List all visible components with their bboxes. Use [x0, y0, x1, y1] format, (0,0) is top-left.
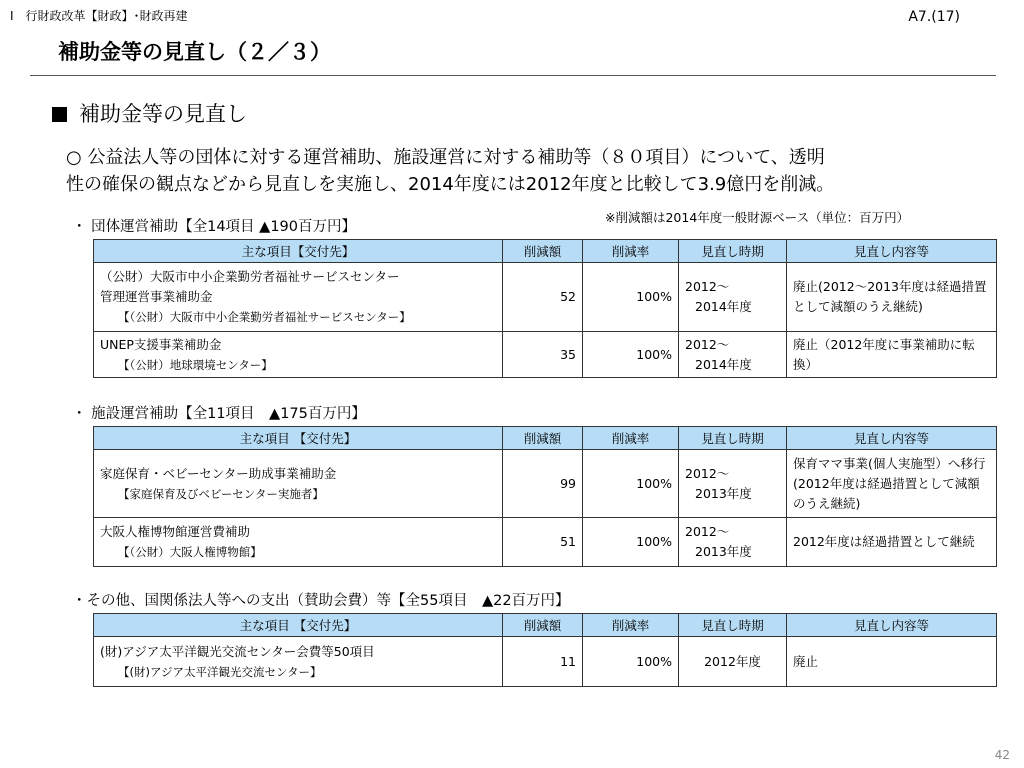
col-amount: 削減額 — [503, 427, 583, 450]
section-title-other-expenses: ・その他、国関係法人等への支出（賛助会費）等【全55項目 ▲22百万円】 — [72, 593, 570, 609]
period-cell — [679, 450, 787, 518]
col-item: 主な項目【交付先】 — [94, 240, 503, 263]
amount-cell: 52 — [503, 263, 583, 332]
section-heading — [52, 98, 247, 128]
table-row — [94, 263, 997, 332]
item-name: (財)アジア太平洋観光交流センター会費等50項目 — [100, 643, 375, 659]
amount-cell: 51 — [503, 518, 583, 567]
unit-note: ※削減額は2014年度一般財源ベース（単位：百万円） — [605, 210, 910, 225]
recipient: 【家庭保育及びベビーセンター実施者】 — [118, 486, 324, 501]
rate-cell: 100% — [583, 263, 679, 332]
square-bullet-icon — [52, 107, 67, 122]
page-title: 補助金等の見直し（２／３） — [58, 40, 331, 64]
table-header-row — [94, 240, 997, 263]
item-cell — [94, 637, 503, 687]
amount-cell: 11 — [503, 637, 583, 687]
item-name-cont: 管理運営事業補助金 — [100, 289, 213, 304]
intro-line-2: 性の確保の観点などから見直しを実施し、2014年度には2012年度と比較して3.9億円を削減。 — [66, 174, 835, 195]
period-cell: 2012年度 — [679, 637, 787, 687]
rate-cell: 100% — [583, 450, 679, 518]
col-rate: 削減率 — [583, 427, 679, 450]
item-name: 家庭保育・ベビーセンター助成事業補助金 — [100, 465, 337, 481]
col-rate: 削減率 — [583, 614, 679, 637]
col-amount: 削減額 — [503, 614, 583, 637]
rate-cell: 100% — [583, 518, 679, 567]
col-content: 見直し内容等 — [787, 427, 997, 450]
table-row — [94, 332, 997, 378]
period-start: 2012～ — [685, 336, 730, 352]
table-group-subsidy — [93, 239, 997, 378]
period-end: 2014年度 — [695, 299, 752, 314]
breadcrumb: Ⅰ 行財政改革【財政】･財政再建 — [10, 9, 188, 23]
item-name: 大阪人権博物館運営費補助 — [100, 524, 251, 539]
amount-cell: 35 — [503, 332, 583, 378]
col-content: 見直し内容等 — [787, 240, 997, 263]
period-end: 2013年度 — [695, 544, 752, 559]
table-other-expenses — [93, 613, 997, 687]
col-period: 見直し時期 — [679, 427, 787, 450]
col-item: 主な項目 【交付先】 — [94, 427, 503, 450]
col-rate: 削減率 — [583, 240, 679, 263]
col-item: 主な項目 【交付先】 — [94, 614, 503, 637]
table-row — [94, 637, 997, 687]
amount-cell: 99 — [503, 450, 583, 518]
section-title-facility-subsidy: ・ 施設運営補助【全11項目 ▲175百万円】 — [72, 406, 366, 422]
recipient: 【(財)アジア太平洋観光交流センター】 — [118, 664, 322, 679]
recipient: 【（公財）地球環境センター】 — [118, 357, 273, 372]
table-row — [94, 450, 997, 518]
table-header-row — [94, 427, 997, 450]
content-cell: 保育ママ事業(個人実施型）へ移行(2012年度は経過措置として減額のうえ継続) — [787, 450, 997, 518]
page-id: A7.(17) — [908, 9, 960, 25]
period-cell — [679, 332, 787, 378]
recipient: 【（公財）大阪人権博物館】 — [118, 545, 262, 559]
period-end: 2014年度 — [695, 356, 752, 372]
period-cell — [679, 518, 787, 567]
section-heading-text: 補助金等の見直し — [79, 102, 247, 126]
item-cell — [94, 263, 503, 332]
rate-cell: 100% — [583, 332, 679, 378]
item-name: UNEP支援事業補助金 — [100, 336, 222, 352]
period-start: 2012～ — [685, 465, 730, 481]
item-cell — [94, 450, 503, 518]
period-start: 2012～ — [685, 279, 730, 294]
content-cell: 廃止(2012～2013年度は経過措置として減額のうえ継続) — [787, 263, 997, 332]
period-cell — [679, 263, 787, 332]
title-divider — [30, 75, 996, 76]
col-content: 見直し内容等 — [787, 614, 997, 637]
table-facility-subsidy — [93, 426, 997, 567]
content-cell: 廃止 — [787, 637, 997, 687]
period-end: 2013年度 — [695, 485, 752, 501]
page-number: 42 — [994, 748, 1010, 762]
item-cell — [94, 518, 503, 567]
content-cell: 廃止（2012年度に事業補助に転換） — [787, 332, 997, 378]
content-cell: 2012年度は経過措置として継続 — [787, 518, 997, 567]
col-period: 見直し時期 — [679, 240, 787, 263]
item-cell — [94, 332, 503, 378]
section-title-group-subsidy: ・ 団体運営補助【全14項目 ▲190百万円】 — [72, 219, 356, 235]
col-period: 見直し時期 — [679, 614, 787, 637]
table-row — [94, 518, 997, 567]
table-header-row — [94, 614, 997, 637]
intro-line-1: ○ 公益法人等の団体に対する運営補助、施設運営に対する補助等（８０項目）について、透明 — [66, 147, 825, 168]
period-start: 2012～ — [685, 524, 730, 539]
item-name: （公財）大阪市中小企業勤労者福祉サービスセンター — [100, 269, 400, 284]
recipient: 【（公財）大阪市中小企業勤労者福祉サービスセンター】 — [118, 310, 411, 324]
rate-cell: 100% — [583, 637, 679, 687]
intro-paragraph — [66, 144, 996, 198]
col-amount: 削減額 — [503, 240, 583, 263]
